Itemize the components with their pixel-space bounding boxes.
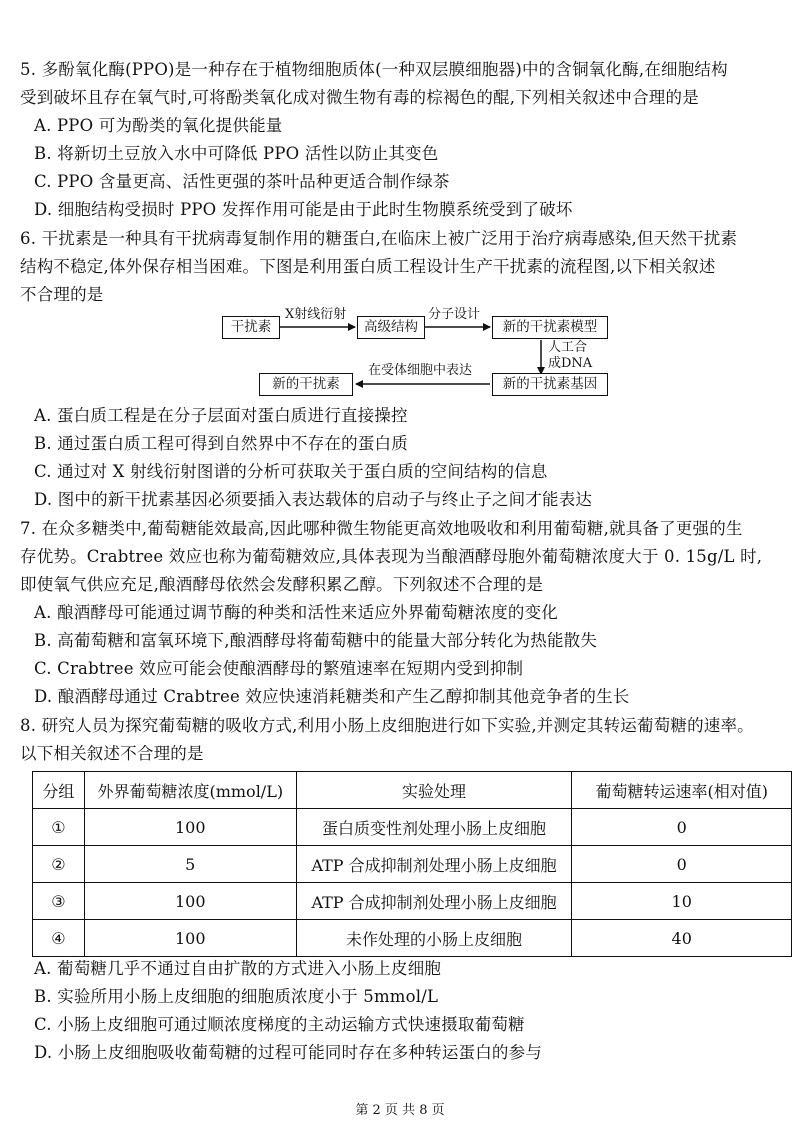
table-cell: 10 bbox=[572, 883, 792, 920]
q8-data-table bbox=[32, 771, 792, 957]
q7-stem-line1: 7. 在众多糖类中,葡萄糖能效最高,因此哪种微生物能更高效地吸收和利用葡萄糖,就具备了更强的生 bbox=[20, 519, 743, 538]
q8-option-d: D. 小肠上皮细胞吸收葡萄糖的过程可能同时存在多种转运蛋白的参与 bbox=[34, 1043, 543, 1062]
q5-option-a: A. PPO 可为酚类的氧化提供能量 bbox=[34, 116, 283, 135]
flow-box-new-model: 新的干扰素模型 bbox=[492, 316, 608, 339]
table-cell: 100 bbox=[84, 809, 296, 846]
q7-option-d: D. 酿酒酵母通过 Crabtree 效应快速消耗糖类和产生乙醇抑制其他竞争者的生长 bbox=[34, 687, 630, 706]
table-cell: 5 bbox=[84, 846, 296, 883]
table-cell: 未作处理的小肠上皮细胞 bbox=[296, 920, 572, 957]
q6-option-b: B. 通过蛋白质工程可得到自然界中不存在的蛋白质 bbox=[34, 434, 408, 453]
q5-option-c: C. PPO 含量更高、活性更强的茶叶品种更适合制作绿茶 bbox=[34, 172, 450, 191]
table-cell: 40 bbox=[572, 920, 792, 957]
q6-stem-line1: 6. 干扰素是一种具有干扰病毒复制作用的糖蛋白,在临床上被广泛用于治疗病毒感染,但天然干扰素 bbox=[20, 229, 738, 248]
table-cell: 0 bbox=[572, 846, 792, 883]
q8-stem-line1: 8. 研究人员为探究葡萄糖的吸收方式,利用小肠上皮细胞进行如下实验,并测定其转运葡萄糖的速率。 bbox=[20, 716, 754, 735]
flow-label-xray: X射线衍射 bbox=[285, 307, 347, 322]
table-row bbox=[33, 846, 792, 883]
flow-box-new-gene: 新的干扰素基因 bbox=[492, 373, 608, 396]
table-header-cell: 葡萄糖转运速率(相对值) bbox=[572, 772, 792, 809]
q8-stem-line2: 以下相关叙述不合理的是 bbox=[20, 744, 204, 763]
flow-label-synth-2: 成DNA bbox=[548, 356, 593, 371]
q6-option-d: D. 图中的新干扰素基因必须要插入表达载体的启动子与终止子之间才能表达 bbox=[34, 490, 593, 509]
page-footer: 第 2 页 共 8 页 bbox=[355, 1103, 445, 1118]
q5-stem-line2: 受到破坏且存在氧气时,可将酚类氧化成对微生物有毒的棕褐色的醌,下列相关叙述中合理的是 bbox=[20, 88, 699, 107]
q7-option-c: C. Crabtree 效应可能会使酿酒酵母的繁殖速率在短期内受到抑制 bbox=[34, 659, 524, 678]
q6-stem-line2: 结构不稳定,体外保存相当困难。下图是利用蛋白质工程设计生产干扰素的流程图,以下相关叙述 bbox=[20, 257, 716, 276]
table-row bbox=[33, 809, 792, 846]
table-cell: 蛋白质变性剂处理小肠上皮细胞 bbox=[296, 809, 572, 846]
table-header-row bbox=[33, 772, 792, 809]
table-header-cell: 分组 bbox=[33, 772, 85, 809]
q6-option-c: C. 通过对 X 射线衍射图谱的分析可获取关于蛋白质的空间结构的信息 bbox=[34, 462, 548, 481]
table-cell: ① bbox=[33, 809, 85, 846]
table-row bbox=[33, 883, 792, 920]
q6-stem-line3: 不合理的是 bbox=[20, 285, 104, 304]
table-cell: ④ bbox=[33, 920, 85, 957]
table-cell: 0 bbox=[572, 809, 792, 846]
table-cell: ATP 合成抑制剂处理小肠上皮细胞 bbox=[296, 883, 572, 920]
q8-option-c: C. 小肠上皮细胞可通过顺浓度梯度的主动运输方式快速摄取葡萄糖 bbox=[34, 1015, 525, 1034]
table-cell: ② bbox=[33, 846, 85, 883]
q8-option-a: A. 葡萄糖几乎不通过自由扩散的方式进入小肠上皮细胞 bbox=[34, 959, 442, 978]
table-cell: 100 bbox=[84, 883, 296, 920]
table-header-cell: 实验处理 bbox=[296, 772, 572, 809]
flow-label-design: 分子设计 bbox=[428, 307, 481, 322]
q8-option-b: B. 实验所用小肠上皮细胞的细胞质浓度小于 5mmol/L bbox=[34, 987, 439, 1006]
q5-option-d: D. 细胞结构受损时 PPO 发挥作用可能是由于此时生物膜系统受到了破坏 bbox=[34, 200, 573, 219]
q7-option-b: B. 高葡萄糖和富氧环境下,酿酒酵母将葡萄糖中的能量大部分转化为热能散失 bbox=[34, 631, 598, 650]
q5-option-b: B. 将新切土豆放入水中可降低 PPO 活性以防止其变色 bbox=[34, 144, 439, 163]
flow-label-express: 在受体细胞中表达 bbox=[368, 363, 473, 378]
q7-stem-line2: 存优势。Crabtree 效应也称为葡萄糖效应,具体表现为当酿酒酵母胞外葡萄糖浓度大于 0. 15g/L 时, bbox=[20, 547, 763, 566]
table-cell: ③ bbox=[33, 883, 85, 920]
flow-box-interferon: 干扰素 bbox=[222, 316, 280, 339]
flow-label-synth-1: 人工合 bbox=[548, 340, 588, 355]
table-cell: 100 bbox=[84, 920, 296, 957]
q7-stem-line3: 即使氧气供应充足,酿酒酵母依然会发酵积累乙醇。下列叙述不合理的是 bbox=[20, 575, 544, 594]
table-row bbox=[33, 920, 792, 957]
flow-box-higher-structure: 高级结构 bbox=[357, 316, 425, 339]
table-cell: ATP 合成抑制剂处理小肠上皮细胞 bbox=[296, 846, 572, 883]
q5-stem-line1: 5. 多酚氧化酶(PPO)是一种存在于植物细胞质体(一种双层膜细胞器)中的含铜氧化酶,在细胞结构 bbox=[20, 60, 728, 79]
flow-box-new-interferon: 新的干扰素 bbox=[259, 373, 353, 396]
table-header-cell: 外界葡萄糖浓度(mmol/L) bbox=[84, 772, 296, 809]
q6-option-a: A. 蛋白质工程是在分子层面对蛋白质进行直接操控 bbox=[34, 406, 408, 425]
q7-option-a: A. 酿酒酵母可能通过调节酶的种类和活性来适应外界葡萄糖浓度的变化 bbox=[34, 603, 559, 622]
